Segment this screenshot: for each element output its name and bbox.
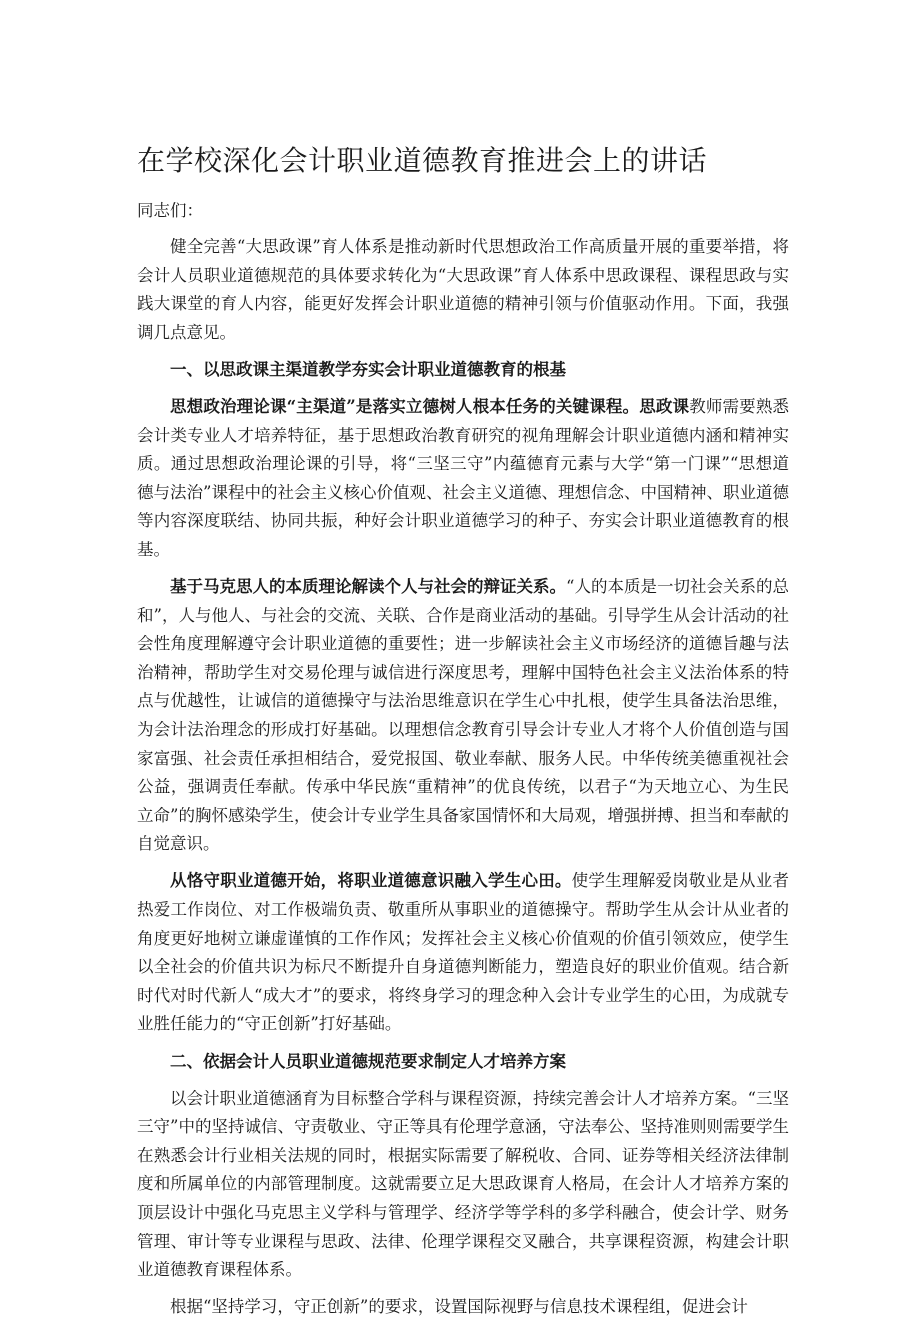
section1-paragraph-1 [137,393,789,565]
paragraph-text: 教师需要熟悉会计类专业人才培养特征，基于思想政治教育研究的视角理解会计职业道德内涵和精神实质。通过思想政治理论课的引导，将“三坚三守”内蕴德育元素与大学“第一门课”“思想道德与法治”课程中的社会主义核心价值观、社会主义道德、理想信念、中国精神、职业道德等内容深度联结、协同共振，种好会计职业道德学习的种子、夯实会计职业道德教育的根基。 [137,396,790,559]
section-heading-1: 一、以思政课主渠道教学夯实会计职业道德教育的根基 [170,359,566,379]
paragraph-text: “人的本质是一切社会关系的总和”，人与他人、与社会的交流、关联、合作是商业活动的基础。引导学生从会计活动的社会性角度理解遵守会计职业道德的重要性；进一步解读社会主义市场经济的道德旨趣与法治精神，帮助学生对交易伦理与诚信进行深度思考，理解中国特色社会主义法治体系的特点与优越性，让诚信的道德操守与法治思维意识在学生心中扎根，使学生具备法治思维，为会计法治理念的形成打好基础。以理想信念教育引导会计专业人才将个人价值创造与国家富强、社会责任承担相结合，爱党报国、敬业奉献、服务人民。中华传统美德重视社会公益，强调责任奉献。传承中华民族“重精神”的优良传统，以君子“为天地立心、为生民立命”的胸怀感染学生，使会计专业学生具备家国情怀和大局观，增强拼搏、担当和奉献的自觉意识。 [137,577,790,854]
section-heading-2: 二、依据会计人员职业道德规范要求制定人才培养方案 [170,1051,566,1071]
paragraph-text: 使学生理解爱岗敬业是从业者热爱工作岗位、对工作极端负责、敬重所从事职业的道德操守。帮助学生从会计从业者的角度更好地树立谦虚谨慎的工作作风；发挥社会主义核心价值观的价值引领效应，使学生以全社会的价值共识为标尺不断提升自身道德判断能力，塑造良好的职业价值观。结合新时代对时代新人“成大才”的要求，将终身学习的理念种入会计专业学生的心田，为成就专业胜任能力的“守正创新”打好基础。 [137,871,790,1034]
paragraph-lead-text: 思想政治理论课“主渠道”是落实立德树人根本任务的关键课程。思政课 [170,396,690,416]
salutation: 同志们： [137,201,203,220]
intro-paragraph: 健全完善“大思政课”育人体系是推动新时代思想政治工作高质量开展的重要举措，将会计人员职业道德规范的具体要求转化为“大思政课”育人体系中思政课程、课程思政与实践大课堂的育人内容，能更好发挥会计职业道德的精神引领与价值驱动作用。下面，我强调几点意见。 [137,237,789,342]
section2-paragraph-2: 根据“坚持学习，守正创新”的要求，设置国际视野与信息技术课程组，促进会计 [170,1297,748,1317]
section1-paragraph-3 [137,867,789,1039]
section2-paragraph-1: 以会计职业道德涵育为目标整合学科与课程资源，持续完善会计人才培养方案。“三坚三守”中的坚持诚信、守责敬业、守正等具有伦理学意涵，守法奉公、坚持准则则需要学生在熟悉会计行业相关法规的同时，根据实际需要了解税收、合同、证券等相关经济法律制度和所属单位的内部管理制度。这就需要立足大思政课育人格局，在会计人才培养方案的顶层设计中强化马克思主义学科与管理学、经济学等学科的多学科融合，使会计学、财务管理、审计等专业课程与思政、法律、伦理学课程交叉融合，共享课程资源，构建会计职业道德教育课程体系。 [137,1088,789,1280]
paragraph-lead-text: 基于马克思人的本质理论解读个人与社会的辩证关系。 [170,577,567,597]
section1-paragraph-2 [137,573,789,859]
paragraph-lead-text: 从恪守职业道德开始，将职业道德意识融入学生心田。 [170,871,572,891]
document-body [137,233,789,1330]
document-title: 在学校深化会计职业道德教育推进会上的讲话 [137,144,708,177]
